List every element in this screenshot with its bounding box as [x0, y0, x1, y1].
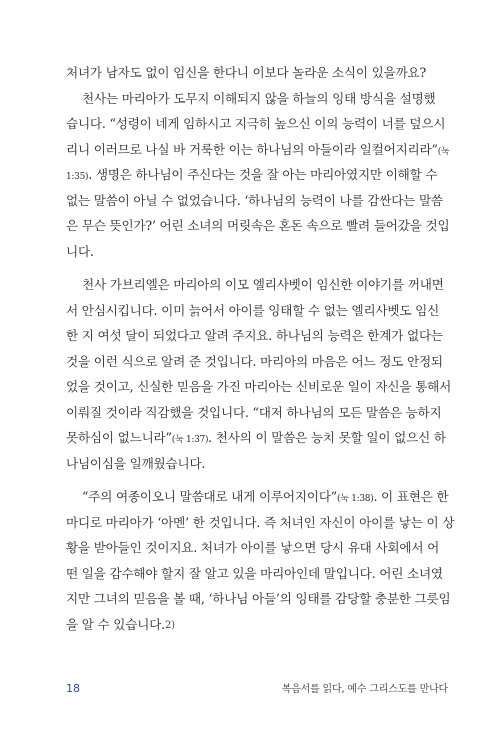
text-line: 한 지 여섯 달이 되었다고 알려 주지요. 하나님의 능력은 한계가 없다는: [66, 328, 443, 343]
text-line: 나님이심을 일깨웠습니다.: [66, 455, 206, 471]
text-line: 못하심이 없느니라”(눅 1:37). 천사의 이 말씀은 능치 못할 일이 없으신 하: [66, 430, 446, 445]
text-line: 이뤄질 것이라 직감했을 것입니다. “대저 하나님의 모든 말씀은 능하지: [66, 404, 442, 420]
text-line: 었을 것이고, 신실한 믿음을 가진 마리아는 신비로운 일이 자신을 통해서: [66, 379, 452, 394]
text-line: 리니 이러므로 나실 바 거룩한 이는 하나님의 아들이라 일컬어지리라”(눅: [66, 141, 450, 157]
paragraph: [66, 272, 452, 476]
text-line: 습니다. “성령이 네게 임하시고 지극히 높으신 이의 능력이 너를 덮으시: [66, 116, 446, 131]
text-line: “주의 여종이오니 말씀대로 내게 이루어지이다”(눅 1:38). 이 표현은 한: [82, 489, 449, 504]
page-footer: [66, 680, 448, 695]
paragraph: [66, 86, 448, 265]
text-line: 은 무슨 뜻인가?’ 어린 소녀의 머릿속은 혼돈 속으로 빨려 들어갔을 것입: [66, 218, 450, 233]
running-title: 복음서를 읽다, 예수 그리스도를 만나다: [281, 684, 448, 695]
text-line: 1:35). 생명은 하나님이 주신다는 것을 잘 아는 마리아였지만 이해할 수: [66, 167, 438, 182]
text-line: 천사는 마리아가 도무지 이해되지 않을 하늘의 잉태 방식을 설명했: [82, 90, 436, 106]
text-line: 것을 이런 식으로 알려 준 것입니다. 마리아의 마음은 어느 정도 안정되: [66, 353, 443, 369]
paragraph: [66, 60, 448, 86]
paragraph: [66, 484, 455, 637]
footnote-marker[interactable]: 2): [164, 619, 175, 631]
text-line: 천사 가브리엘은 마리아의 이모 엘리사벳이 임신한 이야기를 꺼내면: [82, 277, 444, 292]
text-line: 떤 일을 감수해야 할지 잘 알고 있을 마리아인데 말입니다. 어린 소녀였: [66, 565, 443, 581]
text-line: 지만 그녀의 믿음을 볼 때, ‘하나님 아들’의 잉태를 감당할 충분한 그릇임: [66, 591, 451, 606]
text-line: 니다.: [66, 243, 94, 259]
paragraph-gap: [66, 264, 448, 272]
text-line: 황을 받아들인 것이지요. 처녀가 아이를 낳으면 당시 유대 사회에서 어: [66, 540, 440, 555]
page-number: 18: [66, 682, 80, 695]
text-line: 서 안심시킵니다. 이미 늙어서 아이를 잉태할 수 없는 엘리사벳도 임신: [66, 302, 440, 318]
text-line: 없는 말씀이 아닐 수 없었습니다. ‘하나님의 능력이 나를 감싼다는 말씀: [66, 192, 443, 208]
text-line: [66, 612, 448, 638]
body-text: [66, 60, 455, 637]
text-line: 마디로 마리아가 ‘아멘’ 한 것입니다. 즉 처녀인 자신이 아이를 낳는 이 상: [66, 514, 455, 530]
text-line-content: 을 알 수 있습니다.: [66, 616, 165, 632]
paragraph-gap: [66, 476, 448, 484]
text-line: 처녀가 남자도 없이 임신을 한다니 이보다 놀라운 소식이 있을까요?: [66, 65, 427, 80]
